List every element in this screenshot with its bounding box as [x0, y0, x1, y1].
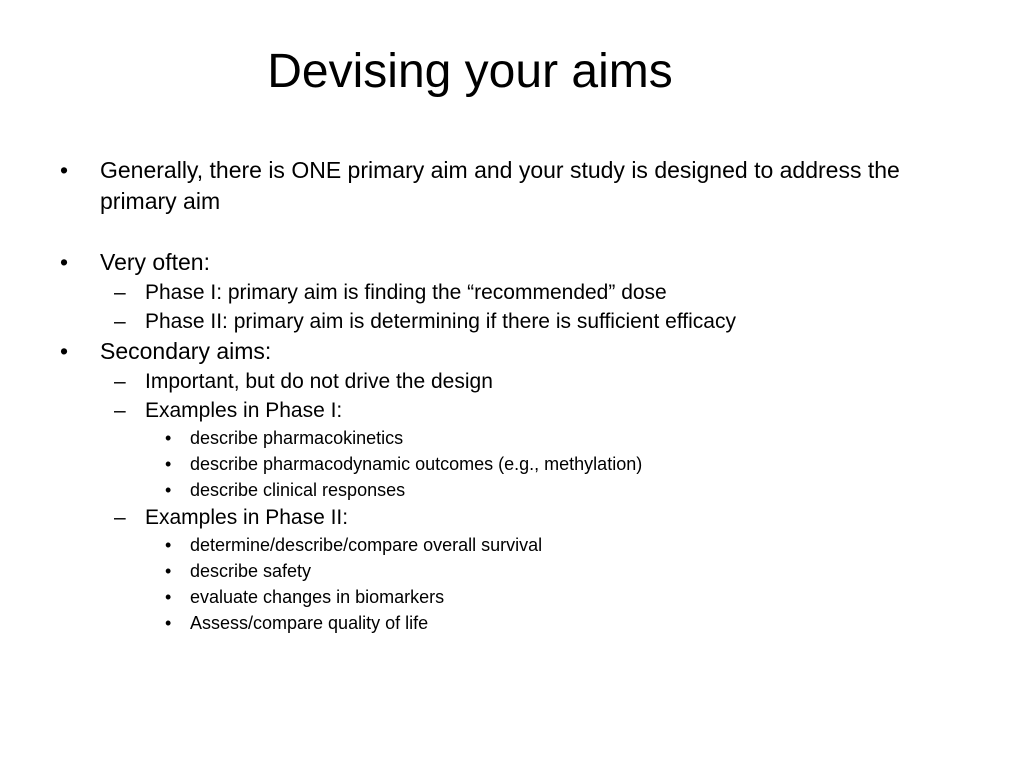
bullet-icon: •	[165, 454, 172, 474]
list-item	[56, 247, 956, 278]
list-item	[56, 451, 956, 477]
bullet-icon: •	[165, 587, 172, 607]
dash-icon: –	[114, 370, 126, 393]
list-item	[56, 477, 956, 503]
bullet-list	[56, 155, 956, 636]
dash-icon: –	[114, 310, 126, 333]
list-item-text: describe pharmacodynamic outcomes (e.g., methylation)	[190, 454, 643, 474]
list-item-text: Assess/compare quality of life	[190, 613, 429, 633]
list-item-text: Generally, there is ONE primary aim and your study is designed to address the primary aim	[100, 157, 900, 214]
list-item-text: describe clinical responses	[190, 480, 406, 500]
dash-icon: –	[114, 399, 126, 422]
slide-title: Devising your aims	[267, 45, 673, 98]
list-item	[56, 532, 956, 558]
list-item-text: determine/describe/compare overall survival	[190, 535, 543, 555]
list-item-text: Examples in Phase II:	[145, 506, 349, 529]
dash-icon: –	[114, 506, 126, 529]
list-item-text: describe pharmacokinetics	[190, 428, 404, 448]
list-item	[56, 367, 956, 396]
list-item-text: describe safety	[190, 561, 312, 581]
list-item	[56, 278, 956, 307]
list-item-text: Phase II: primary aim is determining if there is sufficient efficacy	[145, 310, 736, 333]
bullet-icon: •	[60, 249, 69, 275]
dash-icon: –	[114, 281, 126, 304]
list-item-text: Secondary aims:	[100, 338, 272, 364]
bullet-icon: •	[165, 535, 172, 555]
list-item	[56, 584, 956, 610]
bullet-icon: •	[60, 157, 69, 183]
list-item-text: Phase I: primary aim is finding the “recommended” dose	[145, 281, 667, 304]
bullet-icon: •	[165, 428, 172, 448]
list-item	[56, 307, 956, 336]
list-item	[56, 558, 956, 584]
list-item-text: Very often:	[100, 249, 210, 275]
list-item	[56, 425, 956, 451]
bullet-icon: •	[165, 613, 172, 633]
list-item	[56, 610, 956, 636]
list-item	[56, 396, 956, 425]
list-item	[56, 155, 956, 217]
list-item	[56, 336, 956, 367]
bullet-icon: •	[60, 338, 69, 364]
list-item-text: evaluate changes in biomarkers	[190, 587, 445, 607]
list-item-text: Important, but do not drive the design	[145, 370, 493, 393]
bullet-icon: •	[165, 561, 172, 581]
list-item-text: Examples in Phase I:	[145, 399, 343, 422]
bullet-icon: •	[165, 480, 172, 500]
list-item	[56, 503, 956, 532]
